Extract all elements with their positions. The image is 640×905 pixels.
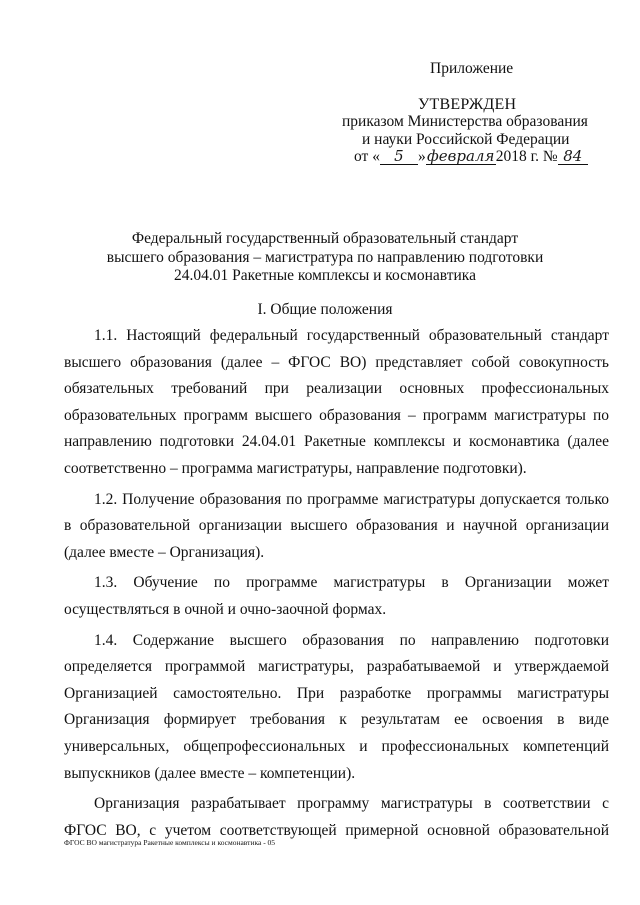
page-footer: ФГОС ВО магистратура Ракетные комплексы и космонавтика - 05 (64, 838, 276, 847)
title-line-2: высшего образования – магистратура по направлению подготовки (106, 248, 544, 266)
order-date-line (354, 148, 588, 166)
appendix-label: Приложение (430, 60, 514, 77)
document-title (60, 230, 590, 286)
order-number: 84 (563, 147, 583, 165)
paragraph-1-4: 1.4. Содержание высшего образования по направлению подготовки определяется программой магистратуры, разрабатываемой и утверждаемой Организацией самостоятельно. При разработке программы магистратуры Организация формирует требования к результатам ее освоения в виде универсальных, общепрофессиональных и профессиональных компетенций выпускников (далее вместе – компетенции). (64, 631, 609, 782)
approved-label: УТВЕРЖДЕН (418, 96, 517, 113)
date-day: 5 (394, 147, 404, 165)
order-number-field (558, 149, 588, 165)
order-line-1: приказом Министерства образования (342, 113, 588, 130)
date-prefix: от « (354, 148, 380, 165)
paragraph-1-1: 1.1. Настоящий федеральный государственный образовательный стандарт высшего образования (далее – ФГОС ВО) представляет собой совокупность обязательных требований при реализации основных профессиональных образовательных программ высшего образования – программ магистратуры по направлению подготовки 24.04.01 Ракетные комплексы и космонавтика (далее соответственно – программа магистратуры, направление подготовки). (64, 327, 609, 477)
paragraph-1-2: 1.2. Получение образования по программе магистратуры допускается только в образовательной организации высшего образования и научной организации (далее вместе – Организация). (64, 490, 609, 561)
paragraph-organization: Организация разрабатывает программу магистратуры в соответствии с ФГОС ВО, с учетом соответствующей примерной основной образовательной (64, 795, 609, 839)
title-line-1: Федеральный государственный образовательный стандарт (131, 230, 519, 247)
title-line-3: 24.04.01 Ракетные комплексы и космонавтика (174, 267, 476, 284)
date-day-field (380, 149, 418, 165)
section-heading: I. Общие положения (257, 301, 393, 318)
body-text (64, 323, 609, 848)
order-line-2: и науки Российской Федерации (362, 131, 570, 148)
date-month: февраля (427, 147, 495, 165)
date-mid: » (417, 148, 426, 165)
date-year: 2018 г. № (495, 148, 558, 165)
paragraph-1-3: 1.3. Обучение по программе магистратуры в Организации может осуществляться в очной и очно-заочной формах. (64, 574, 609, 618)
date-month-field (426, 149, 496, 165)
